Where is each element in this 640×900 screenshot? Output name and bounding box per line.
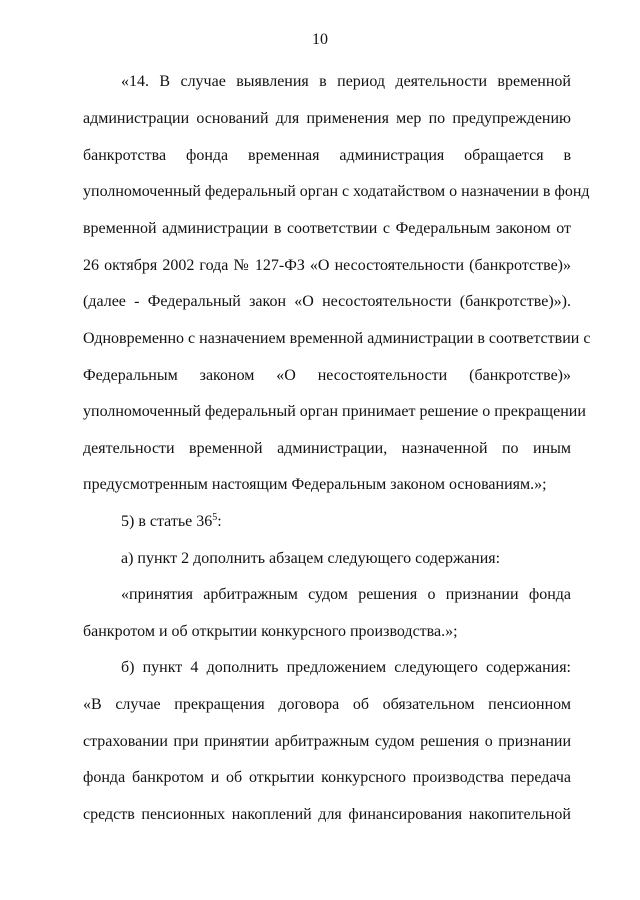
text-line-2: администрации оснований для применения мер по предупреждению [83,110,571,127]
text-line-16: банкротом и об открытии конкурсного производства.»; [83,623,458,640]
text-line-18: «В случае прекращения договора об обязательном пенсионном [83,696,571,713]
text-line-11: деятельности временной администрации, назначенной по иным [83,440,571,457]
article-superscript: 5 [212,512,218,523]
text-line-3: банкротства фонда временная администрация обращается в [83,147,571,164]
page-number: 10 [312,31,328,48]
text-line-1: «14. В случае выявления в период деятельности временной [121,73,571,90]
text-line-7: (далее - Федеральный закон «О несостоятельности (банкротстве)»). [83,293,571,310]
article-heading-suffix: : [217,513,222,530]
article-heading-line [121,513,571,531]
article-heading-text: 5) в статье 36 [121,513,213,530]
text-line-20: фонда банкротом и об открытии конкурсного производства передача [83,769,571,786]
text-line-14: a) пункт 2 дополнить абзацем следующего содержания: [121,550,501,567]
text-line-21: средств пенсионных накоплений для финансирования накопительной [83,806,571,823]
text-line-5: временной администрации в соответствии с Федеральным законом от [83,220,571,237]
text-line-19: страховании при принятии арбитражным судом решения о признании [83,733,571,750]
text-line-15: «принятия арбитражным судом решения о признании фонда [121,586,571,603]
text-line-6: 26 октября 2002 года № 127-ФЗ «О несостоятельности (банкротстве)» [83,257,571,274]
text-line-12: предусмотренным настоящим Федеральным законом основаниям.»; [83,476,547,493]
text-line-9: Федеральным законом «О несостоятельности (банкротстве)» [83,367,571,384]
text-line-10: уполномоченный федеральный орган принимает решение о прекращении [83,403,586,420]
text-line-17: б) пункт 4 дополнить предложением следующего содержания: [121,659,571,676]
text-line-8: Одновременно с назначением временной администрации в соответствии с [83,330,591,347]
text-line-4: уполномоченный федеральный орган с ходатайством о назначении в фонд [83,183,590,200]
